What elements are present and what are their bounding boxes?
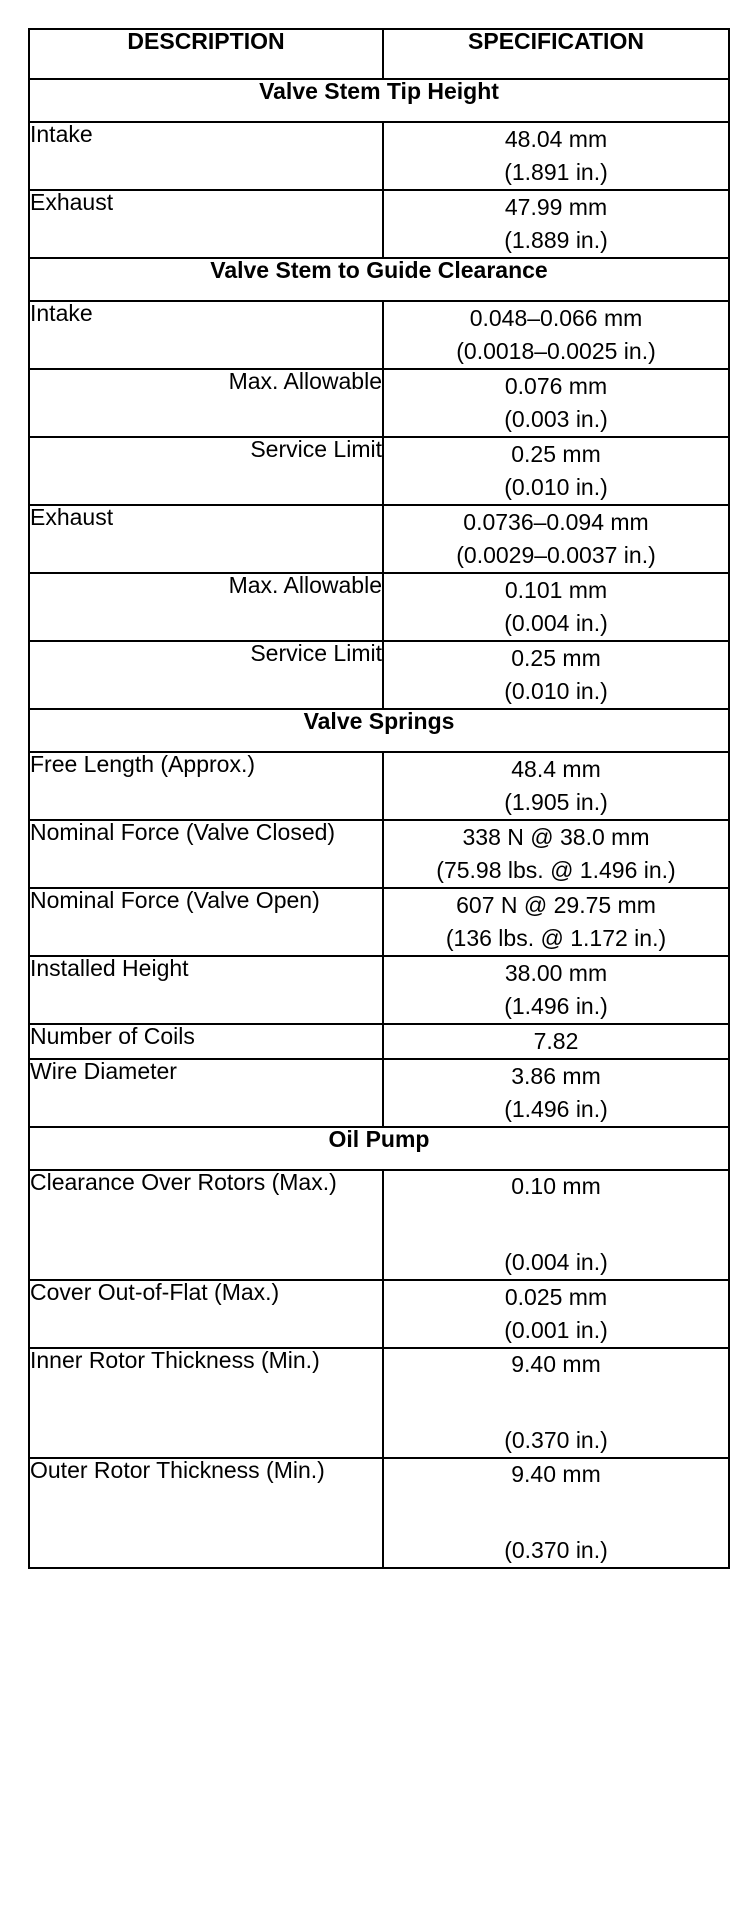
metric-value: 0.10 mm bbox=[511, 1173, 601, 1199]
row-specification bbox=[383, 190, 729, 258]
table-row bbox=[29, 505, 729, 573]
description-header: DESCRIPTION bbox=[29, 29, 383, 79]
metric-value: 48.4 mm bbox=[511, 756, 601, 782]
row-description: Max. Allowable bbox=[29, 369, 383, 437]
table-row bbox=[29, 369, 729, 437]
imperial-value: (0.0029–0.0037 in.) bbox=[456, 542, 656, 568]
row-specification bbox=[383, 1458, 729, 1568]
imperial-value: (136 lbs. @ 1.172 in.) bbox=[445, 925, 667, 951]
row-specification bbox=[383, 956, 729, 1024]
metric-value: 607 N @ 29.75 mm bbox=[456, 892, 656, 918]
metric-value: 9.40 mm bbox=[511, 1351, 601, 1377]
row-specification bbox=[383, 301, 729, 369]
table-row bbox=[29, 190, 729, 258]
row-specification bbox=[383, 1059, 729, 1127]
row-specification bbox=[383, 820, 729, 888]
row-description: Exhaust bbox=[29, 505, 383, 573]
specification-header: SPECIFICATION bbox=[383, 29, 729, 79]
metric-value: 38.00 mm bbox=[504, 960, 608, 986]
row-specification bbox=[383, 641, 729, 709]
imperial-value: (0.003 in.) bbox=[504, 406, 608, 432]
metric-value: 9.40 mm bbox=[511, 1461, 601, 1487]
metric-value: 0.25 mm bbox=[511, 645, 601, 671]
section-title: Valve Stem to Guide Clearance bbox=[29, 258, 729, 301]
table-row bbox=[29, 1458, 729, 1568]
row-description: Outer Rotor Thickness (Min.) bbox=[29, 1458, 383, 1568]
imperial-value: (75.98 lbs. @ 1.496 in.) bbox=[436, 857, 676, 883]
imperial-value: (0.370 in.) bbox=[504, 1537, 608, 1563]
imperial-value: (0.010 in.) bbox=[504, 678, 608, 704]
row-description: Nominal Force (Valve Open) bbox=[29, 888, 383, 956]
imperial-value: (0.010 in.) bbox=[504, 474, 608, 500]
table-row bbox=[29, 752, 729, 820]
metric-value: 0.101 mm bbox=[504, 577, 608, 603]
table-row bbox=[29, 573, 729, 641]
section-row bbox=[29, 1127, 729, 1170]
table-row bbox=[29, 1059, 729, 1127]
table-row bbox=[29, 956, 729, 1024]
row-description: Nominal Force (Valve Closed) bbox=[29, 820, 383, 888]
row-description: Number of Coils bbox=[29, 1024, 383, 1059]
table-row bbox=[29, 888, 729, 956]
section-row bbox=[29, 258, 729, 301]
row-description: Free Length (Approx.) bbox=[29, 752, 383, 820]
row-specification bbox=[383, 1170, 729, 1280]
row-specification bbox=[383, 752, 729, 820]
imperial-value: (0.004 in.) bbox=[504, 610, 608, 636]
row-description: Cover Out-of-Flat (Max.) bbox=[29, 1280, 383, 1348]
metric-value: 0.048–0.066 mm bbox=[469, 305, 643, 331]
imperial-value: (0.004 in.) bbox=[504, 1249, 608, 1275]
spec-body bbox=[29, 79, 729, 1568]
row-specification bbox=[383, 1280, 729, 1348]
imperial-value: (1.905 in.) bbox=[504, 789, 608, 815]
section-row bbox=[29, 79, 729, 122]
metric-value: 48.04 mm bbox=[504, 126, 608, 152]
metric-value: 0.025 mm bbox=[504, 1284, 608, 1310]
table-row bbox=[29, 820, 729, 888]
table-row bbox=[29, 437, 729, 505]
section-title: Valve Springs bbox=[29, 709, 729, 752]
metric-value: 0.25 mm bbox=[511, 441, 601, 467]
table-row bbox=[29, 1280, 729, 1348]
row-description: Wire Diameter bbox=[29, 1059, 383, 1127]
row-specification bbox=[383, 437, 729, 505]
row-specification bbox=[383, 573, 729, 641]
row-specification bbox=[383, 505, 729, 573]
table-row bbox=[29, 641, 729, 709]
row-description: Installed Height bbox=[29, 956, 383, 1024]
row-specification bbox=[383, 1348, 729, 1458]
imperial-value: (0.370 in.) bbox=[504, 1427, 608, 1453]
imperial-value: (1.496 in.) bbox=[504, 1096, 608, 1122]
row-description: Intake bbox=[29, 122, 383, 190]
metric-value: 7.82 bbox=[533, 1028, 579, 1054]
row-description: Max. Allowable bbox=[29, 573, 383, 641]
header-row bbox=[29, 29, 729, 79]
row-description: Service Limit bbox=[29, 641, 383, 709]
section-title: Valve Stem Tip Height bbox=[29, 79, 729, 122]
imperial-value: (1.889 in.) bbox=[504, 227, 608, 253]
spec-table bbox=[28, 28, 730, 1569]
row-description: Service Limit bbox=[29, 437, 383, 505]
metric-value: 338 N @ 38.0 mm bbox=[462, 824, 650, 850]
table-row bbox=[29, 1024, 729, 1059]
metric-value: 0.0736–0.094 mm bbox=[463, 509, 649, 535]
imperial-value: (1.891 in.) bbox=[504, 159, 608, 185]
metric-value: 0.076 mm bbox=[504, 373, 608, 399]
row-specification bbox=[383, 888, 729, 956]
row-specification bbox=[383, 369, 729, 437]
row-description: Intake bbox=[29, 301, 383, 369]
imperial-value: (0.001 in.) bbox=[504, 1317, 608, 1343]
metric-value: 47.99 mm bbox=[504, 194, 608, 220]
table-row bbox=[29, 1170, 729, 1280]
table-row bbox=[29, 1348, 729, 1458]
table-row bbox=[29, 122, 729, 190]
imperial-value: (1.496 in.) bbox=[504, 993, 608, 1019]
row-description: Exhaust bbox=[29, 190, 383, 258]
metric-value: 3.86 mm bbox=[511, 1063, 601, 1089]
section-row bbox=[29, 709, 729, 752]
table-row bbox=[29, 301, 729, 369]
row-description: Clearance Over Rotors (Max.) bbox=[29, 1170, 383, 1280]
row-specification bbox=[383, 122, 729, 190]
row-description: Inner Rotor Thickness (Min.) bbox=[29, 1348, 383, 1458]
section-title: Oil Pump bbox=[29, 1127, 729, 1170]
imperial-value: (0.0018–0.0025 in.) bbox=[456, 338, 656, 364]
row-specification bbox=[383, 1024, 729, 1059]
